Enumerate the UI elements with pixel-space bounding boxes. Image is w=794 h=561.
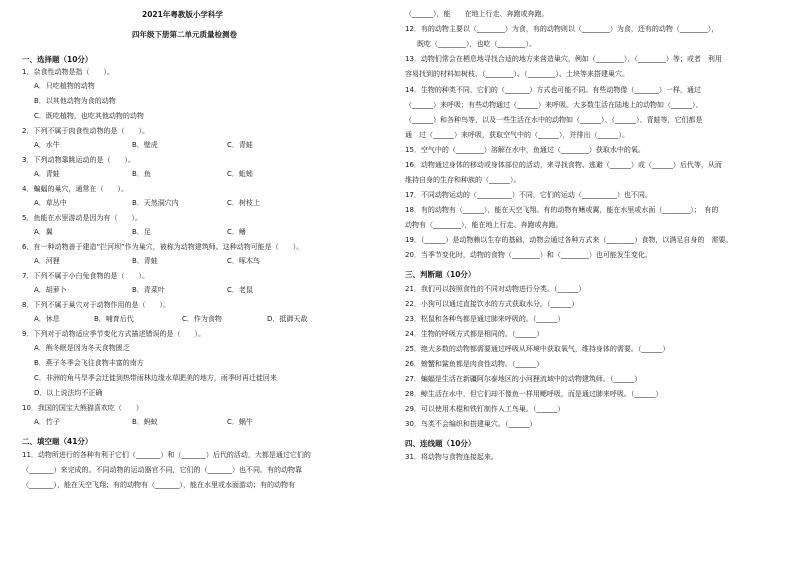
question-11-line-4: （______），能 在地上行走、奔跑或奔跑。: [405, 10, 549, 18]
question-9-stem: 9．下列对于动物适应季节变化方式描述错误的是（ ）。: [22, 330, 205, 338]
question-14-line-4: 通 过（______）来呼吸，获取空气中的（______），并排出（______）。: [405, 131, 629, 139]
question-18-line-2: 动物有（________），能在地上行走、奔跑或奔跑。: [405, 221, 563, 229]
judgement-item: 24．生物的呼吸方式都是相同的。（______）: [405, 330, 544, 338]
question-1-option-c: C．既吃植物，也吃其他动物的动物: [34, 112, 144, 120]
question-1-stem: 1．杂食性动物是指（ ）。: [22, 68, 114, 76]
question-15: 15．空气中的（________）溶解在水中，鱼通过（________）获取水中的氧。: [405, 146, 645, 154]
question-2-option-c: C．青蛙: [227, 141, 253, 149]
question-16-line-2: 维持自身的生存和种族的（______）。: [405, 176, 521, 184]
question-3-option-a: A．青蛙: [34, 170, 60, 178]
question-2-stem: 2．下列不属于肉食性动物的是（ ）。: [22, 127, 149, 135]
question-11-line-1: 11．动物所进行的各种有利于它们（_______）和（_______）后代的活动，大都是通过它们的: [22, 451, 311, 459]
question-4-option-b: B．天然洞穴内: [132, 199, 179, 207]
question-6-option-c: C．啄木鸟: [227, 257, 260, 265]
question-9-option-d: D．以上说法均不正确: [34, 389, 103, 397]
question-11-line-3: （_______），能在天空飞翔；有的动物有（_______），能在水里或水面游动；有的动物有: [22, 481, 295, 489]
question-11-line-2: （_______）来完成的。不同动物的运动器官不同，它们的（_______）也不同。有的动物靠: [22, 466, 302, 474]
question-10-option-b: B．蚂蚁: [132, 418, 158, 426]
question-4-stem: 4．蝙蝠的巢穴，通常在（ ）。: [22, 185, 128, 193]
question-6-option-b: B．青蛙: [132, 257, 158, 265]
question-7-stem: 7．下列不属于小白兔食物的是（ ）。: [22, 272, 149, 280]
section-3-heading: 三、判断题（10分）: [405, 270, 476, 279]
question-3-option-b: B．鱼: [132, 170, 151, 178]
question-19: 19．（______）是动物赖以生存的基础，动物会通过各种方式来（________）食物，以满足自身的 需要。: [405, 236, 733, 244]
question-5-stem: 5．鱼能在水里游动是因为有（ ）。: [22, 214, 142, 222]
exam-title: 2021年粤教版小学科学: [142, 10, 223, 19]
section-4-heading: 四、连线题（10分）: [405, 439, 476, 448]
section-2-heading: 二、填空题（41分）: [22, 437, 93, 446]
question-5-option-a: A．翼: [34, 228, 53, 236]
question-3-stem: 3．下列动物靠跳运动的是（ ）。: [22, 156, 135, 164]
question-7-option-b: B．青菜叶: [132, 286, 165, 294]
question-7-option-a: A．胡萝卜: [34, 286, 67, 294]
judgement-item: 21．我们可以按照食性的不同对动物进行分类。（______）: [405, 285, 586, 293]
question-8-option-c: C．作为食物: [182, 315, 222, 323]
question-12-line-1: 12．有的动物主要以（________）为食，有的动物则以（________）为食，还有的动物（________），: [405, 25, 719, 33]
question-4-option-c: C．树枝上: [227, 199, 260, 207]
question-3-option-c: C．蚯蚓: [227, 170, 253, 178]
question-1-option-a: A．只吃植物的动物: [34, 82, 95, 90]
question-4-option-a: A．草丛中: [34, 199, 67, 207]
judgement-item: 27．蝙蝠是生活在新疆阿尔泰地区的小河狸流域中的动物建筑师。（______）: [405, 375, 642, 383]
judgement-item: 25．绝大多数的动物都需要通过呼吸从环境中获取氧气，维持身体的需要。（______）: [405, 345, 670, 353]
question-18-line-1: 18．有的动物有（______），能在天空飞翔。有的动物有鳍或翼，能在水里或水面（________）； 有的: [405, 206, 719, 214]
question-20: 20．当季节变化时，动物的食物（________）和（________）也可能发生变化。: [405, 251, 652, 259]
question-14-line-3: （______）和各种鸟等，以及一些生活在水中的动物如（______）、（______）、青蛙等，它们都是: [405, 116, 703, 124]
question-13-line-2: 容易找到的材料如树枝、（________）、（________）、土块等来搭建巢穴。: [405, 70, 629, 78]
question-14-line-1: 14．生物的种类不同，它们的（_______）方式也可能不同。有些动物像（_______）一样，通过: [405, 86, 701, 94]
judgement-item: 28．鲸生活在水中，但它们却不像鱼一样用鳃呼吸，而是通过肺来呼吸。（______）: [405, 390, 663, 398]
question-8-option-b: B．哺育后代: [94, 315, 134, 323]
question-16-line-1: 16．动物通过身体的移动或身体部位的活动，来寻找食物、逃避（______）或（______）后代等，从而: [405, 161, 722, 169]
judgement-item: 26．螃蟹和鲨鱼都是肉食性动物。（______）: [405, 360, 544, 368]
question-6-option-a: A．河狸: [34, 257, 60, 265]
question-8-option-a: A．休息: [34, 315, 60, 323]
question-17: 17．不同动物运动的（__________）不同，它们的运动（__________）也不同。: [405, 191, 652, 199]
question-7-option-c: C．老鼠: [227, 286, 253, 294]
question-5-option-c: C．鳍: [227, 228, 246, 236]
judgement-item: 22．小狗可以通过直接饮水的方式获取水分。（______）: [405, 300, 579, 308]
question-9-option-b: B．燕子冬季会飞往食物丰富的南方: [34, 359, 144, 367]
judgement-item: 29．可以使用木棍和铁钉制作人工鸟巢。（______）: [405, 405, 565, 413]
question-13-line-1: 13．动物们常会在栖息地寻找合适的地方来营造巢穴，例如（________）、（________）等；或者 利用: [405, 55, 722, 63]
section-1-heading: 一、选择题（10分）: [22, 55, 93, 64]
question-9-option-c: C．非洲的角马旱季会迁徙到热带雨林边缘水草肥美的地方，雨季时再迁徙回来: [34, 374, 277, 382]
question-6-stem: 6．有一种动物善于建造“拦河坝”作为巢穴，被称为动物建筑师。这种动物可能是（ ）。: [22, 243, 304, 251]
judgement-item: 30．鸟类不会编织和搭建巢穴。（______）: [405, 420, 537, 428]
question-10-option-c: C．蜗牛: [227, 418, 253, 426]
question-2-option-a: A．水牛: [34, 141, 60, 149]
judgement-item: 23．松鼠和各种鸟都是通过肺来呼吸的。（______）: [405, 315, 565, 323]
question-9-option-a: A．熊冬眠是因为冬天食物匮乏: [34, 344, 130, 352]
exam-subtitle: 四年级下册第二单元质量检测卷: [132, 30, 237, 39]
question-12-line-2: 既吃（________），也吃（________）。: [417, 40, 536, 48]
question-10-option-a: A．竹子: [34, 418, 60, 426]
question-2-option-b: B．壁虎: [132, 141, 158, 149]
question-14-line-2: （______）来呼吸；有些动物通过（______）来呼吸。大多数生活在陆地上的动物如（______）、: [405, 101, 703, 109]
question-10-stem: 10．我国的国宝大熊猫喜欢吃（ ）: [22, 404, 143, 412]
question-1-option-b: B．以其他动物为食的动物: [34, 97, 116, 105]
question-8-stem: 8．下列不属于巢穴对于动物作用的是（ ）。: [22, 301, 170, 309]
question-5-option-b: B．足: [132, 228, 151, 236]
question-8-option-d: D．抵御天敌: [267, 315, 308, 323]
question-31: 31．将动物与食物连接起来。: [405, 453, 498, 461]
